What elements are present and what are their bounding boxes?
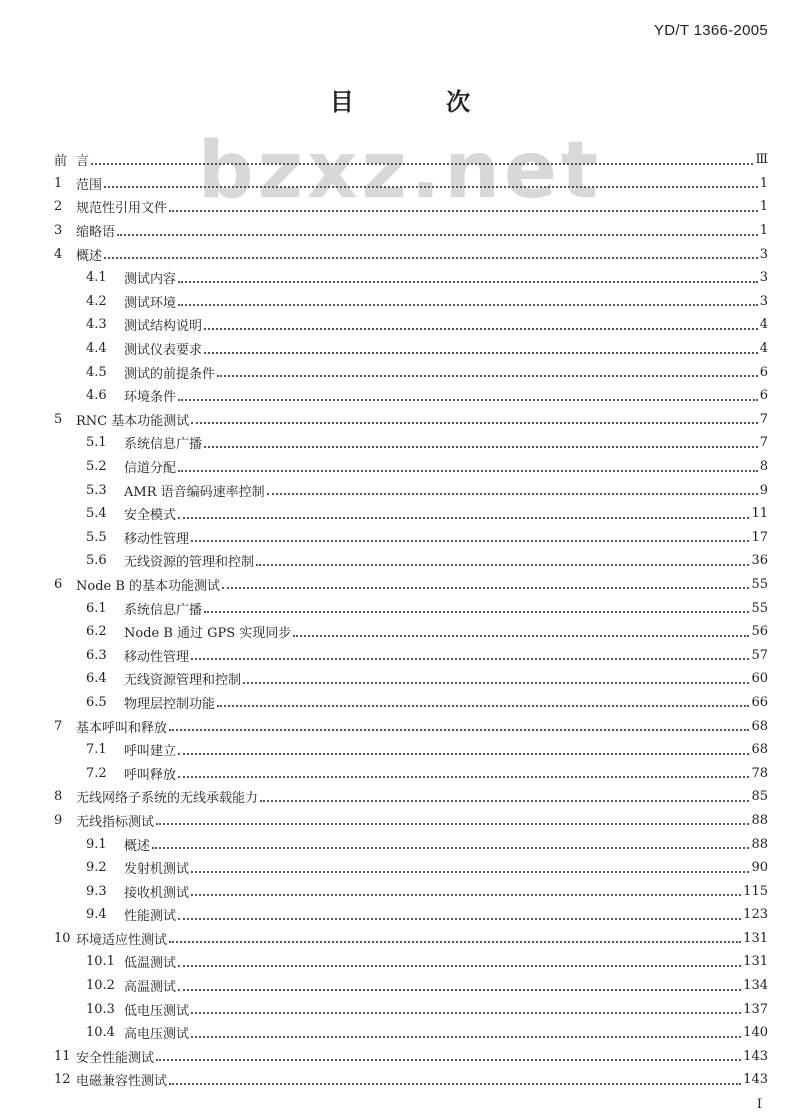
toc-entry[interactable] (54, 431, 768, 455)
toc-number: 7.1 (86, 742, 107, 758)
toc-page-number: 88 (751, 836, 768, 852)
toc-number: 6 (54, 576, 63, 592)
toc-leader-dots (217, 375, 758, 377)
toc-leader-dots (178, 776, 749, 778)
toc-label: 低温测试 (124, 956, 177, 972)
toc-label: 概述 (76, 248, 103, 264)
toc-entry[interactable] (54, 478, 768, 502)
page-title: 目 次 (329, 88, 513, 116)
toc-entry[interactable] (54, 360, 768, 384)
toc-label: 缩略语 (76, 225, 116, 241)
toc-label: 系统信息广播 (124, 437, 203, 453)
toc-number: 7.2 (86, 765, 107, 781)
toc-entry[interactable] (54, 620, 768, 644)
toc-entry[interactable] (54, 832, 768, 856)
toc-number: 10.3 (86, 1001, 115, 1017)
toc-entry[interactable] (54, 738, 768, 762)
toc-leader-dots (178, 399, 758, 401)
toc-label: 测试的前提条件 (124, 366, 216, 382)
toc-leader-dots (204, 352, 758, 354)
toc-entry[interactable] (54, 1021, 768, 1045)
toc-number: 5.2 (86, 459, 107, 475)
toc-leader-dots (204, 611, 749, 613)
toc-number: 10.4 (86, 1025, 115, 1041)
toc-number: 10.1 (86, 954, 115, 970)
toc-label: RNC 基本功能测试 (76, 413, 190, 429)
toc-page-number: 9 (759, 482, 768, 498)
toc-number: 前 (54, 154, 68, 170)
toc-entry[interactable] (54, 927, 768, 951)
toc-label: 概述 (124, 838, 151, 854)
toc-page-number: 3 (759, 270, 768, 286)
toc-entry[interactable] (54, 148, 768, 172)
toc-label: Node B 的基本功能测试 (76, 578, 221, 594)
toc-leader-dots (178, 470, 758, 472)
toc-page-number: 134 (743, 978, 768, 994)
toc-label: 呼叫释放 (124, 767, 177, 783)
toc-entry[interactable] (54, 1045, 768, 1069)
toc-number: 9 (54, 812, 63, 828)
toc-entry[interactable] (54, 785, 768, 809)
toc-label: 范围 (76, 177, 103, 193)
toc-number: 4 (54, 246, 63, 262)
toc-label: 性能测试 (124, 909, 177, 925)
toc-leader-dots (178, 965, 741, 967)
toc-leader-dots (178, 989, 741, 991)
toc-leader-dots (169, 1083, 741, 1085)
toc-leader-dots (178, 753, 749, 755)
toc-page-number: 4 (759, 317, 768, 333)
toc-label: Node B 通过 GPS 实现同步 (124, 626, 292, 642)
toc-leader-dots (191, 422, 757, 424)
page-number: I (756, 1097, 762, 1112)
toc-number: 11 (54, 1048, 71, 1064)
toc-label: 规范性引用文件 (76, 201, 168, 217)
toc-page-number: 131 (743, 954, 768, 970)
toc-entry[interactable] (54, 714, 768, 738)
toc-page-number: 57 (751, 647, 768, 663)
toc-leader-dots (191, 540, 749, 542)
toc-leader-dots (169, 941, 741, 943)
toc-label: 基本呼叫和释放 (76, 720, 168, 736)
toc-entry[interactable] (54, 643, 768, 667)
toc-label: 高温测试 (124, 980, 177, 996)
toc-number: 5.1 (86, 435, 107, 451)
toc-label: 移动性管理 (124, 649, 190, 665)
toc-label: 发射机测试 (124, 862, 190, 878)
toc-label: 环境条件 (124, 390, 177, 406)
toc-entry[interactable] (54, 526, 768, 550)
toc-number: 6.1 (86, 600, 107, 616)
toc-page-number: 55 (751, 576, 768, 592)
toc-number: 5 (54, 411, 63, 427)
toc-leader-dots (178, 281, 758, 283)
toc-label: 系统信息广播 (124, 602, 203, 618)
toc-label: 无线资源的管理和控制 (124, 555, 255, 571)
toc-leader-dots (217, 705, 749, 707)
toc-entry[interactable] (54, 549, 768, 573)
toc-page-number: Ⅲ (755, 152, 768, 168)
toc-number: 6.4 (86, 671, 107, 687)
toc-page-number: 17 (751, 529, 768, 545)
toc-page-number: 7 (759, 411, 768, 427)
toc-leader-dots (156, 823, 749, 825)
toc-entry[interactable] (54, 195, 768, 219)
toc-number: 2 (54, 199, 63, 215)
toc-entry[interactable] (54, 1068, 768, 1092)
toc-number: 6.3 (86, 647, 107, 663)
toc-label: 测试仪表要求 (124, 343, 203, 359)
toc-leader-dots (267, 493, 758, 495)
toc-entry[interactable] (54, 502, 768, 526)
toc-number: 5.4 (86, 506, 107, 522)
toc-leader-dots (260, 800, 749, 802)
toc-leader-dots (243, 682, 749, 684)
toc-entry[interactable] (54, 667, 768, 691)
toc-entry[interactable] (54, 761, 768, 785)
toc-entry[interactable] (54, 573, 768, 597)
toc-page-number: 3 (759, 246, 768, 262)
toc-label: 安全模式 (124, 508, 177, 524)
toc-label: 电磁兼容性测试 (76, 1074, 168, 1090)
toc-leader-dots (222, 587, 749, 589)
toc-label: 无线资源管理和控制 (124, 673, 242, 689)
toc-leader-dots (256, 564, 749, 566)
watermark: bzxz.net (197, 126, 603, 216)
toc-label: 呼叫建立 (124, 744, 177, 760)
toc-number: 4.4 (86, 341, 107, 357)
toc-page-number: 115 (743, 883, 768, 899)
toc-entry[interactable] (54, 266, 768, 290)
toc-page-number: 4 (759, 341, 768, 357)
toc-number: 9.1 (86, 836, 107, 852)
toc-page-number: 88 (751, 812, 768, 828)
toc-entry[interactable] (54, 691, 768, 715)
toc-leader-dots (191, 871, 749, 873)
toc-entry[interactable] (54, 290, 768, 314)
toc-leader-dots (191, 894, 741, 896)
toc-page-number: 3 (759, 293, 768, 309)
toc-number: 5.5 (86, 529, 107, 545)
toc-leader-dots (191, 1036, 741, 1038)
toc-page-number: 8 (759, 459, 768, 475)
toc-leader-dots (191, 1012, 741, 1014)
toc-number: 4.5 (86, 364, 107, 380)
toc-number: 1 (54, 175, 63, 191)
toc-page-number: 60 (751, 671, 768, 687)
toc-label: 物理层控制功能 (124, 696, 216, 712)
toc-leader-dots (178, 517, 749, 519)
toc-number: 9.2 (86, 860, 107, 876)
toc-label: AMR 语音编码速率控制 (124, 484, 265, 500)
toc-entry[interactable] (54, 950, 768, 974)
toc-entry[interactable] (54, 408, 768, 432)
toc-leader-dots (152, 847, 749, 849)
toc-leader-dots (178, 918, 741, 920)
toc-entry[interactable] (54, 596, 768, 620)
toc-number: 12 (54, 1072, 71, 1088)
toc-label: 安全性能测试 (76, 1050, 155, 1066)
toc-leader-dots (169, 729, 749, 731)
toc-label: 无线指标测试 (76, 814, 155, 830)
toc-page-number: 123 (743, 907, 768, 923)
toc-leader-dots (178, 304, 758, 306)
toc-entry[interactable] (54, 384, 768, 408)
toc-number: 10.2 (86, 978, 115, 994)
toc-entry[interactable] (54, 856, 768, 880)
toc-leader-dots (104, 257, 758, 259)
toc-number: 9.3 (86, 883, 107, 899)
toc-label: 言 (76, 154, 90, 170)
document-id: YD/T 1366-2005 (654, 22, 768, 39)
toc-number: 5.6 (86, 553, 107, 569)
toc-number: 4.2 (86, 293, 107, 309)
toc-page-number: 143 (743, 1048, 768, 1064)
toc-entry[interactable] (54, 219, 768, 243)
toc-page-number: 140 (743, 1025, 768, 1041)
toc-page-number: 137 (743, 1001, 768, 1017)
toc-label: 测试内容 (124, 272, 177, 288)
toc-page-number: 131 (743, 930, 768, 946)
toc-number: 9.4 (86, 907, 107, 923)
toc-label: 测试结构说明 (124, 319, 203, 335)
toc-page-number: 68 (751, 718, 768, 734)
toc-page-number: 1 (759, 199, 768, 215)
toc-number: 4.6 (86, 388, 107, 404)
toc-page-number: 78 (751, 765, 768, 781)
toc-leader-dots (91, 163, 753, 165)
toc-number: 4.1 (86, 270, 107, 286)
toc-label: 高电压测试 (124, 1027, 190, 1043)
toc-leader-dots (191, 658, 749, 660)
toc-leader-dots (117, 234, 758, 236)
toc-page-number: 7 (759, 435, 768, 451)
toc-page-number: 85 (751, 789, 768, 805)
toc-leader-dots (293, 635, 749, 637)
toc-page-number: 66 (751, 694, 768, 710)
toc-entry[interactable] (54, 313, 768, 337)
toc-page-number: 68 (751, 742, 768, 758)
toc-leader-dots (104, 186, 758, 188)
toc-page-number: 11 (751, 506, 768, 522)
toc-number: 3 (54, 223, 63, 239)
toc-entry[interactable] (54, 879, 768, 903)
toc-label: 环境适应性测试 (76, 932, 168, 948)
toc-entry[interactable] (54, 455, 768, 479)
toc-number: 5.3 (86, 482, 107, 498)
toc-page-number: 90 (751, 860, 768, 876)
toc-leader-dots (169, 210, 758, 212)
toc-page-number: 1 (759, 175, 768, 191)
toc-label: 无线网络子系统的无线承载能力 (76, 791, 259, 807)
toc-number: 6.5 (86, 694, 107, 710)
toc-leader-dots (204, 328, 758, 330)
toc-page-number: 6 (759, 364, 768, 380)
toc-number: 8 (54, 789, 63, 805)
toc-leader-dots (156, 1059, 741, 1061)
toc-label: 低电压测试 (124, 1003, 190, 1019)
toc-entry[interactable] (54, 903, 768, 927)
toc-number: 10 (54, 930, 71, 946)
toc-page-number: 6 (759, 388, 768, 404)
toc-label: 测试环境 (124, 295, 177, 311)
toc-number: 7 (54, 718, 63, 734)
toc-entry[interactable] (54, 337, 768, 361)
toc-entry[interactable] (54, 242, 768, 266)
toc-leader-dots (204, 446, 758, 448)
toc-label: 接收机测试 (124, 885, 190, 901)
table-of-contents (54, 148, 768, 1092)
toc-entry[interactable] (54, 974, 768, 998)
toc-label: 移动性管理 (124, 531, 190, 547)
toc-label: 信道分配 (124, 461, 177, 477)
toc-number: 6.2 (86, 624, 107, 640)
toc-page-number: 55 (751, 600, 768, 616)
toc-page-number: 1 (759, 223, 768, 239)
toc-page-number: 56 (751, 624, 768, 640)
toc-entry[interactable] (54, 997, 768, 1021)
toc-page-number: 143 (743, 1072, 768, 1088)
toc-entry[interactable] (54, 172, 768, 196)
toc-page-number: 36 (751, 553, 768, 569)
toc-entry[interactable] (54, 809, 768, 833)
toc-number: 4.3 (86, 317, 107, 333)
